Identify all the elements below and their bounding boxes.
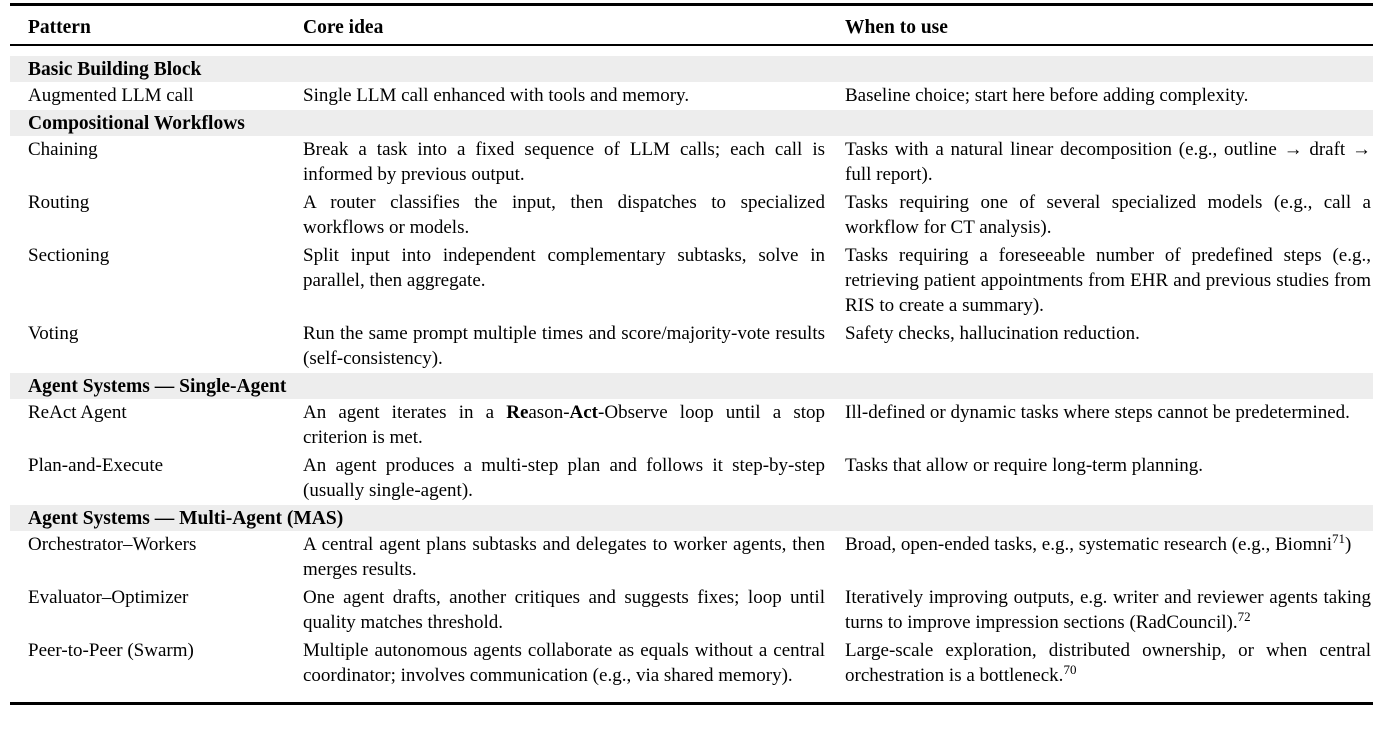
spacer-row (10, 45, 1373, 56)
when-to-use-cell: Tasks that allow or require long-term planning. (845, 455, 1203, 476)
when-text-segment: Large-scale exploration, distributed ownership, or when central orchestration is a bottleneck. (845, 640, 1371, 686)
core-bold-segment: Act (569, 402, 599, 423)
when-text-segment: Iteratively improving outputs, e.g. writer and reviewer agents taking turns to improve impression sections (RadCouncil). (845, 587, 1371, 633)
core-idea-cell: Split input into independent complementary subtasks, solve in parallel, then aggregate. (303, 245, 825, 291)
row-routing (10, 189, 1373, 242)
when-text-segment: ) (1345, 534, 1352, 555)
core-idea-cell: A router classifies the input, then dispatches to specialized workflows or models. (303, 192, 825, 238)
row-plan-and-execute (10, 452, 1373, 505)
when-to-use-cell: Tasks with a natural linear decomposition (e.g., outline → draft → full report). (845, 139, 1371, 185)
table-header-row (10, 5, 1373, 46)
pattern-cell: Routing (28, 192, 90, 213)
pattern-cell: Voting (28, 323, 79, 344)
core-idea-cell: Run the same prompt multiple times and score/majority-vote results (self-consistency). (303, 323, 825, 369)
row-augmented-llm-call (10, 82, 1373, 110)
section-basic-building-block (10, 56, 1373, 82)
when-to-use-cell: Safety checks, hallucination reduction. (845, 323, 1140, 344)
section-title: Agent Systems — Single-Agent (10, 373, 1373, 399)
when-to-use-cell (845, 531, 1373, 584)
col-header-core-idea: Core idea (303, 5, 845, 46)
row-evaluator-optimizer (10, 584, 1373, 637)
core-bold-segment: Re (506, 402, 529, 423)
when-to-use-cell: Tasks requiring one of several specialized models (e.g., call a workflow for CT analysis). (845, 192, 1371, 238)
pattern-cell: Plan-and-Execute (28, 455, 164, 476)
citation-superscript: 72 (1237, 609, 1251, 624)
pattern-cell: Chaining (28, 139, 98, 160)
section-agent-systems-single-agent (10, 373, 1373, 399)
core-text-segment: An agent iterates in a (303, 402, 507, 423)
core-idea-cell: Single LLM call enhanced with tools and memory. (303, 85, 690, 106)
core-idea-cell: An agent produces a multi-step plan and follows it step-by-step (usually single-agent). (303, 455, 825, 501)
row-voting (10, 320, 1373, 373)
section-title: Basic Building Block (10, 56, 1373, 82)
pattern-cell: Augmented LLM call (28, 85, 194, 106)
pattern-cell: Sectioning (28, 245, 110, 266)
pattern-cell: Peer-to-Peer (Swarm) (28, 640, 194, 661)
section-compositional-workflows (10, 110, 1373, 136)
col-header-pattern: Pattern (10, 5, 303, 46)
when-to-use-cell: Baseline choice; start here before adding complexity. (845, 85, 1249, 106)
when-to-use-cell (845, 637, 1373, 690)
pattern-cell: Evaluator–Optimizer (28, 587, 189, 608)
col-header-when-to-use: When to use (845, 5, 1373, 46)
citation-superscript: 70 (1063, 662, 1077, 677)
row-sectioning (10, 242, 1373, 320)
citation-superscript: 71 (1332, 531, 1345, 546)
core-idea-cell: Break a task into a fixed sequence of LLM calls; each call is informed by previous output. (303, 139, 825, 185)
core-text-segment: -Observe loop until a stop criterion is met. (303, 402, 825, 448)
row-react-agent (10, 399, 1373, 452)
core-idea-cell: One agent drafts, another critiques and suggests fixes; loop until quality matches threshold. (303, 587, 825, 633)
core-idea-cell: Multiple autonomous agents collaborate as equals without a central coordinator; involves communication (e.g., via shared memory). (303, 640, 825, 686)
agent-patterns-table (10, 3, 1373, 705)
when-text-segment: Broad, open-ended tasks, e.g., systematic research (e.g., Biomni (845, 534, 1332, 555)
row-peer-to-peer-swarm (10, 637, 1373, 690)
section-agent-systems-multi-agent (10, 505, 1373, 531)
core-idea-cell (303, 399, 845, 452)
section-title: Agent Systems — Multi-Agent (MAS) (10, 505, 1373, 531)
core-idea-cell: A central agent plans subtasks and delegates to worker agents, then merges results. (303, 534, 825, 580)
when-to-use-cell: Ill-defined or dynamic tasks where steps cannot be predetermined. (845, 402, 1350, 423)
when-to-use-cell (845, 584, 1373, 637)
pattern-cell: ReAct Agent (28, 402, 127, 423)
core-text-segment: ason- (528, 402, 570, 423)
spacer-row (10, 690, 1373, 703)
row-orchestrator-workers (10, 531, 1373, 584)
when-to-use-cell: Tasks requiring a foreseeable number of predefined steps (e.g., retrieving patient appointments from EHR and previous studies from RIS to create a summary). (845, 245, 1371, 316)
pattern-cell: Orchestrator–Workers (28, 534, 197, 555)
section-title: Compositional Workflows (10, 110, 1373, 136)
row-chaining (10, 136, 1373, 189)
